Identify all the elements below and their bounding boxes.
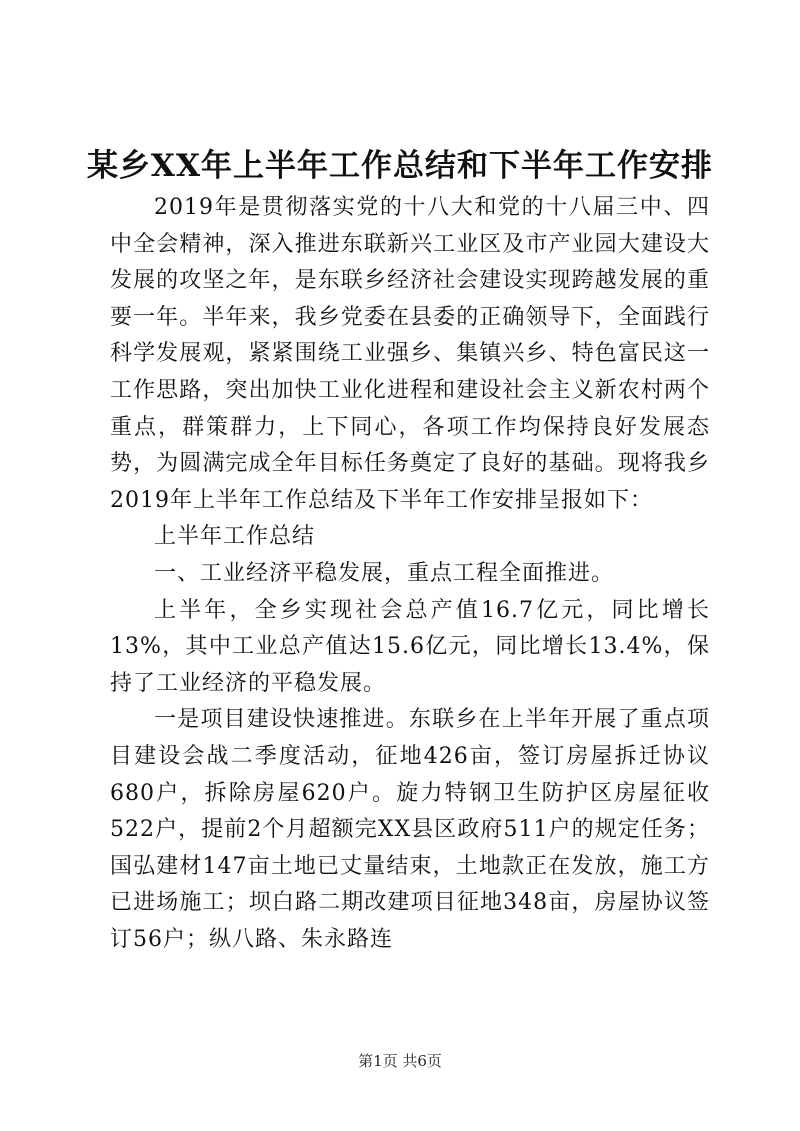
- paragraph-subheading-industry: 一、工业经济平稳发展，重点工程全面推进。: [154, 560, 615, 586]
- page-number-footer: 第1页 共6页: [358, 1052, 442, 1070]
- paragraph-intro: 2019年是贯彻落实党的十八大和党的十八届三中、四中全会精神，深入推进东联新兴工业区及市产业园大建设大发展的攻坚之年，是东联乡经济社会建设实现跨越发展的重要一年。半年来，我乡党委在县委的正确领导下，全面践行科学发展观，紧紧围绕工业强乡、集镇兴乡、特色富民这一工作思路，突出加快工业化进程和建设社会主义新农村两个重点，群策群力，上下同心，各项工作均保持良好发展态势，为圆满完成全年目标任务奠定了良好的基础。现将我乡2019年上半年工作总结及下半年工作安排呈报如下：: [110, 195, 710, 513]
- document-title: 某乡XX年上半年工作总结和下半年工作安排: [86, 148, 714, 184]
- document-body: [110, 190, 710, 958]
- paragraph-project-construction: 一是项目建设快速推进。东联乡在上半年开展了重点项目建设会战二季度活动，征地426亩，签订房屋拆迁协议680户，拆除房屋620户。旋力特钢卫生防护区房屋征收522户，提前2个月超额完XX县区政府511户的规定任务；国弘建材147亩土地已丈量结束，土地款正在发放，施工方已进场施工；坝白路二期改建项目征地348亩，房屋协议签订56户；纵八路、朱永路连: [110, 707, 710, 952]
- paragraph-section-heading: 上半年工作总结: [154, 524, 316, 550]
- paragraph-output-stats: 上半年，全乡实现社会总产值16.7亿元，同比增长13%，其中工业总产值达15.6亿元，同比增长13.4%，保持了工业经济的平稳发展。: [110, 597, 710, 696]
